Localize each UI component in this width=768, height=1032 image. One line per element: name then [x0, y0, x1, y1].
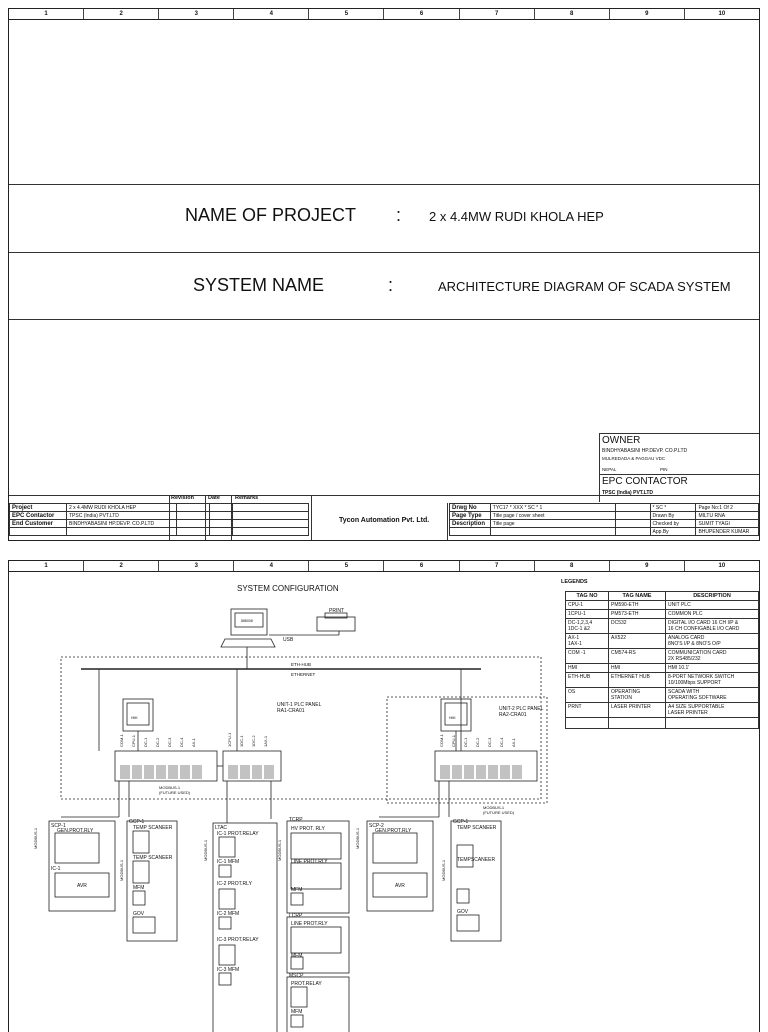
unit2-panel-label: UNIT-2 PLC PANEL	[499, 706, 544, 712]
gen-prot-rly-label: GEN.PROT.RLY	[57, 828, 94, 834]
project-label: NAME OF PROJECT	[185, 205, 357, 225]
plc-slot-label: DC-4	[499, 737, 504, 747]
legend-cell: SCADA WITH OPERATING SOFTWARE	[666, 688, 759, 703]
legend-cell: A4 SIZE SUPPORTABLE LASER PRINTER	[666, 703, 759, 718]
tb-value: BINDHYABASINI HP.DEVP. CO.P.LTD	[67, 520, 177, 528]
owner-heading: OWNER	[602, 435, 641, 446]
column-number: 2	[84, 561, 159, 571]
system-label: SYSTEM NAME	[193, 275, 325, 295]
divider	[9, 319, 759, 320]
modbus-vertical-label: MODBUS-1	[355, 827, 360, 849]
legend-cell: ETHERNET HUB	[609, 673, 666, 688]
temp-scanner-label: TEMP SCANEER	[133, 825, 173, 831]
legend-row	[566, 649, 759, 664]
hmi-unit1	[123, 699, 153, 731]
printer-shape	[317, 617, 355, 631]
tb-date: Date	[208, 495, 220, 501]
owner-address: MULREDADA & PAGGAU VDC	[602, 456, 666, 461]
line-prot-label: LINE PROT.RLY	[291, 859, 328, 865]
column-number: 7	[460, 561, 535, 571]
tcrp-label: TCRP	[289, 817, 303, 823]
epc-heading: EPC CONTACTOR	[602, 476, 688, 487]
legend-cell: LASER PRINTER	[609, 703, 666, 718]
legend-cell: PM590-ETH	[609, 601, 666, 610]
column-number: 5	[309, 9, 384, 19]
ic2-mfm-label: IC-2 MFM	[217, 911, 240, 917]
ic1-prot-label: IC-1 PROT.RELAY	[217, 831, 259, 837]
print-label: PRINT	[329, 608, 344, 614]
legend-cell: DIGITAL I/O CARD 16 CH I/P & 16 CH CONFIGABLE I/O CARD	[666, 619, 759, 634]
avr-label: AVR	[395, 883, 405, 889]
plc-slot-label: DC-1	[463, 737, 468, 747]
tb-remarks: Remarks	[235, 495, 259, 501]
gcp2-label: GCP-1	[453, 819, 469, 825]
ic1-mfm-label: IC-1 MFM	[217, 859, 240, 865]
tb-revision: Revision	[171, 495, 194, 501]
legend-cell: COM -1	[566, 649, 609, 664]
plc-slot-label: DC-4	[179, 737, 184, 747]
legend-cell	[609, 718, 666, 729]
ic3-prot-label: IC-3 PROT.RELAY	[217, 937, 259, 943]
column-number: 3	[159, 561, 234, 571]
column-number: 10	[718, 11, 726, 17]
column-number: 10	[718, 563, 726, 569]
column-number: 4	[234, 9, 309, 19]
tb-sc: * SC *	[650, 504, 696, 512]
legend-row	[566, 718, 759, 729]
eth-hub-label: ETH-HUB	[291, 662, 311, 667]
legend-row	[566, 634, 759, 649]
temp-scaneer2-label: TEMPSCANEER	[457, 857, 496, 863]
tb-drawn-by: Drawn By	[650, 512, 696, 520]
column-number: 9	[610, 9, 685, 19]
legend-cell: HMI	[566, 664, 609, 673]
system-colon: :	[388, 275, 394, 295]
cover-sheet	[8, 8, 760, 541]
tb-value: TPSC (India) PVT.LTD	[67, 512, 177, 520]
titleblock-left	[9, 503, 309, 536]
legend-row	[566, 610, 759, 619]
mfm-label: MFM	[291, 887, 303, 893]
legend-cell: DC-1,2,3,4 1DC-1 &2	[566, 619, 609, 634]
plc-slot-label: 1AX-1	[263, 735, 268, 747]
plc-slot-label: 1DC-1	[239, 735, 244, 747]
legend-title: LEGENDS	[561, 579, 588, 585]
divider	[9, 184, 759, 185]
column-number: 8	[535, 9, 610, 19]
legend-cell: ANALOG CARD 8NO'S I/P & 8NO'S O/P	[666, 634, 759, 649]
line-prot-label: LINE PROT.RLY	[291, 921, 328, 927]
legend-cell: PRNT	[566, 703, 609, 718]
column-number: 6	[384, 9, 459, 19]
future-used-label: (FUTURE USED)	[483, 810, 515, 815]
mscp-label: MSCP	[289, 973, 304, 979]
column-number: 8	[535, 561, 610, 571]
column-number: 1	[9, 561, 84, 571]
modbus-vertical-label: MODBUS-1	[441, 859, 446, 881]
titleblock-top-line	[9, 495, 760, 496]
ic3-mfm-label: IC-3 MFM	[217, 967, 240, 973]
ic1-label: IC-1	[51, 866, 61, 872]
modbus1-label: MODBUS-1	[159, 785, 181, 790]
project-colon: :	[396, 205, 402, 225]
legend-row	[566, 703, 759, 718]
divider	[9, 252, 759, 253]
tb-value: TYC17 * XXX * SC * 1	[490, 504, 615, 512]
gen-prot-rly-label: GEN.PROT.RLY	[375, 828, 412, 834]
legend-row	[566, 619, 759, 634]
legend-cell: 1CPU-1	[566, 610, 609, 619]
plc-slot-label: 1DC-2	[251, 735, 256, 747]
owner-name: BINDHYABASINI HP.DEVP. CO.P.LTD	[602, 448, 688, 454]
gcp1-label: GCP-1	[129, 819, 145, 825]
mfm-label: MFM	[291, 953, 303, 959]
legend-cell: DC532	[609, 619, 666, 634]
plc-rack-unit1	[115, 751, 217, 781]
tb-page-no: Page No:1 Of 2	[696, 504, 759, 512]
legend-header: DESCRIPTION	[666, 592, 759, 601]
legend-cell: COMMON PLC	[666, 610, 759, 619]
scp1-label: SCP-1	[51, 823, 66, 829]
tb-checked-name: SUMIT TYAGI	[696, 520, 759, 528]
hmi-unit2	[441, 699, 471, 731]
company-name: Tycon Automation Pvt. Ltd.	[339, 517, 430, 524]
ethernet-label: ETHERNET	[291, 672, 316, 677]
owner-country: NEPAL	[602, 467, 617, 472]
column-number: 1	[9, 9, 84, 19]
legend-cell: HMI 10.1'	[666, 664, 759, 673]
unit2-panel-code: RA2-CRA01	[499, 712, 527, 718]
modbus1-label: MODBUS-1	[483, 805, 505, 810]
titleblock-right	[449, 503, 759, 536]
epc-name: TPSC (India) PVT.LTD	[602, 490, 654, 496]
system-value: ARCHITECTURE DIAGRAM OF SCADA SYSTEM	[438, 279, 731, 294]
plc-slot-label: DC-3	[167, 737, 172, 747]
plc-slot-label: DC-2	[155, 737, 160, 747]
ltac-panel	[213, 823, 277, 1032]
legend-table	[565, 591, 759, 729]
legend-cell: AX522	[609, 634, 666, 649]
legend-header: TAG NO	[566, 592, 609, 601]
gov-label: GOV	[133, 911, 145, 917]
project-value: 2 x 4.4MW RUDI KHOLA HEP	[429, 209, 604, 224]
hmi-label: HMI	[131, 716, 138, 720]
modbus-vertical-label: MODBUS-1	[203, 839, 208, 861]
tb-label: Description	[450, 520, 491, 528]
future-used-label: (FUTURE USED)	[159, 790, 191, 795]
plc-slot-label: COM-1	[439, 734, 444, 747]
column-number: 4	[234, 561, 309, 571]
legend-cell: CPU-1	[566, 601, 609, 610]
modbus-vertical-label: MODBUS-1	[119, 859, 124, 881]
tcrp-panel	[287, 821, 349, 913]
column-number: 2	[84, 9, 159, 19]
gen-prot-rly-device	[55, 833, 99, 863]
column-number: 6	[384, 561, 459, 571]
legend-row	[566, 664, 759, 673]
diagram-sheet	[8, 560, 760, 1032]
legend-body	[566, 601, 759, 729]
ic2-prot-label: IC-2 PROT.RLY	[217, 881, 252, 887]
hmi-label: HMI	[449, 716, 456, 720]
plc-slot-label: DC-1	[143, 737, 148, 747]
column-number: 3	[159, 9, 234, 19]
legend-header: TAG NAME	[609, 592, 666, 601]
column-ruler	[9, 9, 759, 20]
legend-cell: ETH-HUB	[566, 673, 609, 688]
legend-cell: COMMUNICATION CARD 2X RS485/232	[666, 649, 759, 664]
column-number: 9	[610, 561, 685, 571]
tb-value: 2 x 4.4MW RUDI KHOLA HEP	[67, 504, 177, 512]
unit1-panel-label: UNIT-1 PLC PANEL	[277, 702, 322, 708]
tb-label: Project	[10, 504, 67, 512]
legend-cell: OS	[566, 688, 609, 703]
legend-cell: OPERATING STATION	[609, 688, 666, 703]
gcp1-panel	[127, 821, 177, 941]
legend-row	[566, 688, 759, 703]
plc-slot-label: DC-2	[475, 737, 480, 747]
temp-scanner-label: TEMP SCANEER	[133, 855, 173, 861]
modbus-vertical-label: MODBUS-1	[277, 839, 282, 861]
modbus-vertical-label: MODBUS-1	[33, 827, 38, 849]
plc-slot-label: CPU-1	[131, 734, 136, 747]
unit1-panel-code: RA1-CRA01	[277, 708, 305, 714]
plc-slot-label: DC-3	[487, 737, 492, 747]
tb-value: Title page / cover sheet	[490, 512, 615, 520]
legend-cell	[566, 718, 609, 729]
plc-rack-common	[223, 751, 281, 781]
mfm-label: MFM	[291, 1009, 303, 1015]
tb-label: Page Type	[450, 512, 491, 520]
plc-slot-label: CPU-1	[451, 734, 456, 747]
owner-pin: PIN	[660, 467, 668, 472]
gov-label: GOV	[457, 909, 469, 915]
tb-checked-by: Checked by	[650, 520, 696, 528]
plc-slot-label: AX-1	[511, 738, 516, 747]
column-number: 7	[460, 9, 535, 19]
tb-app-name: BHUPENDER KUMAR	[696, 528, 759, 536]
plc-slot-label: COM-1	[119, 734, 124, 747]
legend-cell: UNIT PLC	[666, 601, 759, 610]
plc-rack-unit2	[435, 751, 537, 781]
gcp2-panel	[451, 821, 501, 941]
ltac-label: LTAC	[215, 825, 228, 831]
legend-row	[566, 673, 759, 688]
temp-scanner-label: TEMP SCANEER	[457, 825, 497, 831]
legend-cell: AX-1 1AX-1	[566, 634, 609, 649]
plc-slot-label: AX-1	[191, 738, 196, 747]
avr-label: AVR	[77, 883, 87, 889]
tb-app-by: App.By	[650, 528, 696, 536]
scp2-panel	[367, 821, 433, 911]
diagram-title: SYSTEM CONFIGURATION	[237, 584, 339, 593]
hv-prot-label: HV PROT. RLY	[291, 826, 325, 832]
os-keyboard	[221, 639, 275, 647]
tb-drawn-name: MILTU RNA	[696, 512, 759, 520]
legend-row	[566, 601, 759, 610]
os-screen-label: 888008	[241, 619, 253, 623]
legend-cell: 8-PORT NETWORK SWITCH 10/100Mbps SUPPORT	[666, 673, 759, 688]
lcrp-label: LCRP	[289, 913, 303, 919]
legend-cell: CM574-RS	[609, 649, 666, 664]
plc-slot-label: 1CPU-1	[227, 732, 232, 747]
plc-slot-marks	[121, 765, 521, 779]
tb-value: Title page	[490, 520, 615, 528]
column-number: 5	[309, 561, 384, 571]
legend-cell	[666, 718, 759, 729]
tb-label: End Customer	[10, 520, 67, 528]
tb-label: Drwg No	[450, 504, 491, 512]
owner-block	[599, 433, 760, 502]
legend-cell: HMI	[609, 664, 666, 673]
mfm-label: MFM	[133, 885, 145, 891]
usb-label: USB	[283, 637, 294, 643]
scp2-label: SCP-2	[369, 823, 384, 829]
prot-relay-label: PROT.RELAY	[291, 981, 322, 987]
tb-label: EPC Contactor	[10, 512, 67, 520]
legend-cell: PM573-ETH	[609, 610, 666, 619]
